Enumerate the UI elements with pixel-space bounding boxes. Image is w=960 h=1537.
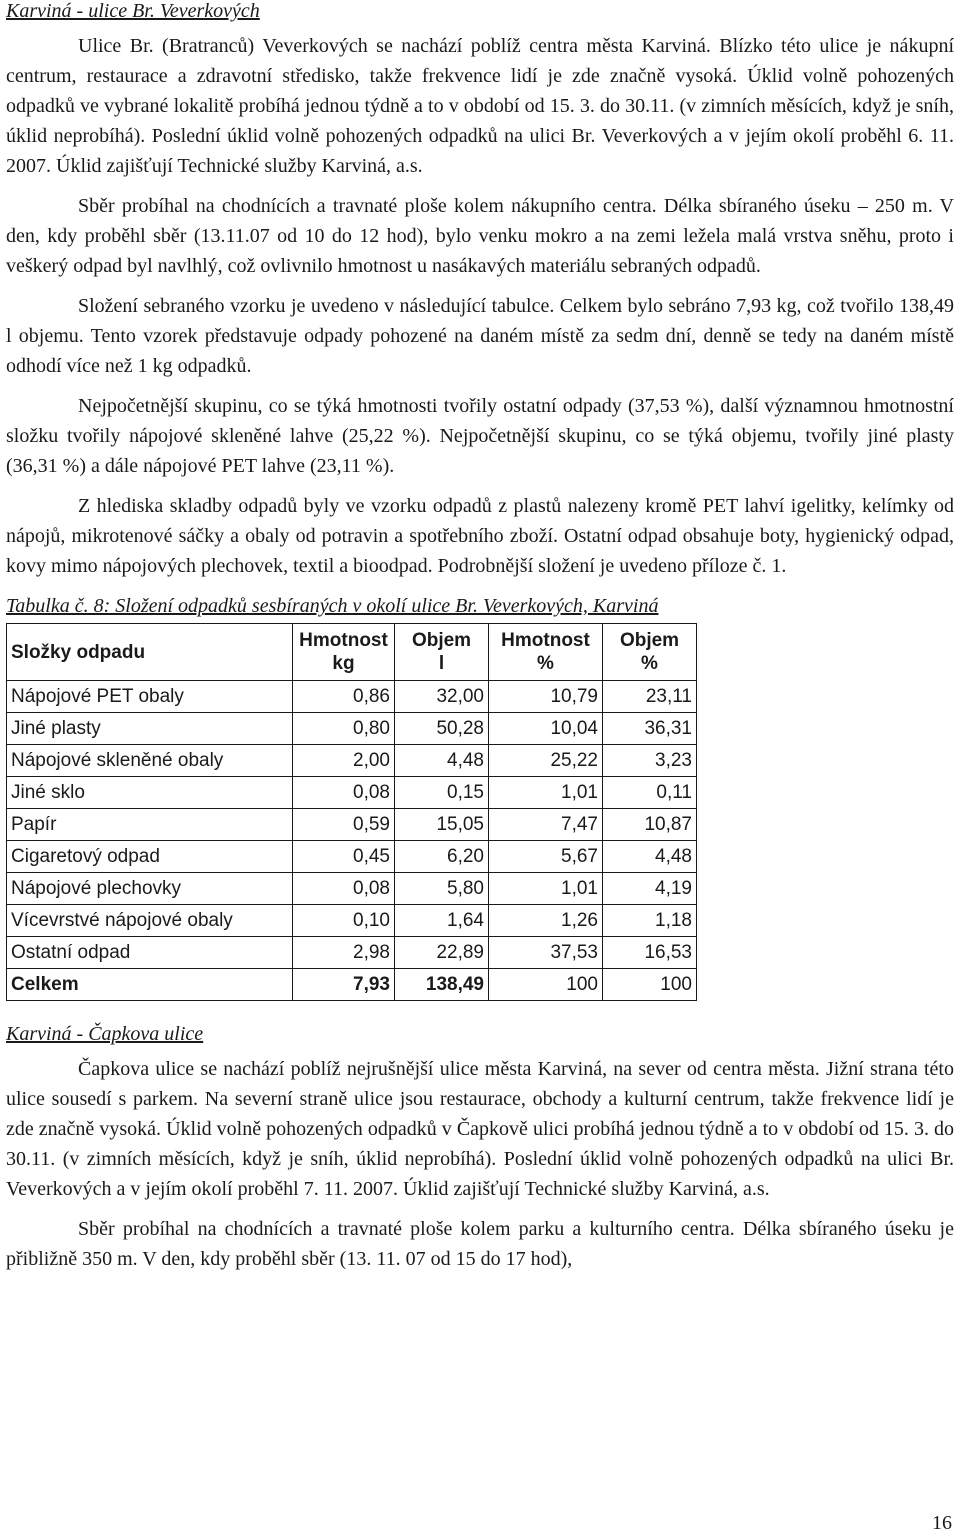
cell-volume-percent: 3,23 bbox=[603, 745, 697, 777]
cell-component: Cigaretový odpad bbox=[7, 841, 293, 873]
cell-volume-l: 4,48 bbox=[395, 745, 489, 777]
cell-volume-percent: 4,48 bbox=[603, 841, 697, 873]
cell-mass-kg: 0,59 bbox=[293, 809, 395, 841]
section-heading-capkova: Karviná - Čapkova ulice bbox=[6, 1023, 204, 1045]
table-caption: Tabulka č. 8: Složení odpadků sesbíraných v okolí ulice Br. Veverkových, Karviná bbox=[6, 595, 659, 617]
cell-mass-percent: 37,53 bbox=[489, 937, 603, 969]
cell-volume-percent: 10,87 bbox=[603, 809, 697, 841]
cell-volume-l: 6,20 bbox=[395, 841, 489, 873]
paragraph-collection: Sběr probíhal na chodnících a travnaté ploše kolem nákupního centra. Délka sbíraného úseku – 250 m. V den, kdy proběhl sběr (13.11.07 od 10 do 12 hod), bylo venku mokro a na zemi ležela malá vrstva sněhu, proto i veškerý odpad byl navlhlý, což ovlivnilo hmotnost u nasákavých materiálu sebraných odpadů. bbox=[6, 195, 954, 277]
header-volume-percent: Objem % bbox=[603, 624, 697, 681]
cell-mass-percent: 1,01 bbox=[489, 873, 603, 905]
cell-mass-percent: 1,26 bbox=[489, 905, 603, 937]
cell-volume-l: 138,49 bbox=[395, 969, 489, 1001]
cell-mass-kg: 0,08 bbox=[293, 873, 395, 905]
cell-component: Celkem bbox=[7, 969, 293, 1001]
section-heading-veverkovych: Karviná - ulice Br. Veverkových bbox=[6, 0, 260, 22]
table-row bbox=[7, 873, 697, 905]
cell-volume-l: 22,89 bbox=[395, 937, 489, 969]
cell-mass-kg: 0,08 bbox=[293, 777, 395, 809]
table-row bbox=[7, 745, 697, 777]
header-components: Složky odpadu bbox=[7, 624, 293, 681]
page-number: 16 bbox=[932, 1512, 952, 1534]
cell-component: Nápojové PET obaly bbox=[7, 681, 293, 713]
cell-component: Vícevrstvé nápojové obaly bbox=[7, 905, 293, 937]
cell-volume-percent: 1,18 bbox=[603, 905, 697, 937]
cell-volume-l: 32,00 bbox=[395, 681, 489, 713]
cell-component: Nápojové plechovky bbox=[7, 873, 293, 905]
cell-mass-percent: 7,47 bbox=[489, 809, 603, 841]
table-row bbox=[7, 809, 697, 841]
cell-mass-percent: 5,67 bbox=[489, 841, 603, 873]
table-row bbox=[7, 713, 697, 745]
cell-volume-l: 50,28 bbox=[395, 713, 489, 745]
cell-mass-kg: 0,86 bbox=[293, 681, 395, 713]
table-header-row bbox=[7, 624, 697, 681]
cell-mass-kg: 2,00 bbox=[293, 745, 395, 777]
cell-mass-kg: 2,98 bbox=[293, 937, 395, 969]
table-row bbox=[7, 681, 697, 713]
cell-volume-l: 0,15 bbox=[395, 777, 489, 809]
cell-volume-percent: 23,11 bbox=[603, 681, 697, 713]
table-row bbox=[7, 905, 697, 937]
header-mass-percent: Hmotnost % bbox=[489, 624, 603, 681]
table-row bbox=[7, 777, 697, 809]
document-page bbox=[6, 0, 954, 1274]
table-total-row bbox=[7, 969, 697, 1001]
cell-mass-percent: 10,79 bbox=[489, 681, 603, 713]
table-row bbox=[7, 841, 697, 873]
cell-mass-percent: 25,22 bbox=[489, 745, 603, 777]
cell-volume-l: 1,64 bbox=[395, 905, 489, 937]
cell-mass-kg: 0,45 bbox=[293, 841, 395, 873]
cell-mass-percent: 100 bbox=[489, 969, 603, 1001]
cell-component: Nápojové skleněné obaly bbox=[7, 745, 293, 777]
cell-volume-percent: 4,19 bbox=[603, 873, 697, 905]
paragraph-capkova-collection: Sběr probíhal na chodnících a travnaté ploše kolem parku a kulturního centra. Délka sbíraného úseku je přibližně 350 m. V den, kdy proběhl sběr (13. 11. 07 od 15 do 17 hod), bbox=[6, 1218, 954, 1270]
cell-volume-l: 5,80 bbox=[395, 873, 489, 905]
cell-volume-l: 15,05 bbox=[395, 809, 489, 841]
paragraph-largest-groups: Nejpočetnější skupinu, co se týká hmotnosti tvořily ostatní odpady (37,53 %), další významnou hmotnostní složku tvořily nápojové skleněné lahve (25,22 %). Nejpočetnější skupinu, co se týká objemu, tvořily jiné plasty (36,31 %) a dále nápojové PET lahve (23,11 %). bbox=[6, 395, 954, 477]
cell-component: Ostatní odpad bbox=[7, 937, 293, 969]
paragraph-structure: Z hlediska skladby odpadů byly ve vzorku odpadů z plastů nalezeny kromě PET lahví igelitky, kelímky od nápojů, mikrotenové sáčky a obaly od potravin a spotřebního zboží. Ostatní odpad obsahuje boty, hygienický odpad, kovy mimo nápojových plechovek, textil a bioodpad. Podrobnější složení je uvedeno příloze č. 1. bbox=[6, 495, 954, 577]
cell-mass-kg: 7,93 bbox=[293, 969, 395, 1001]
cell-component: Papír bbox=[7, 809, 293, 841]
cell-volume-percent: 36,31 bbox=[603, 713, 697, 745]
table-body bbox=[7, 681, 697, 1001]
cell-mass-percent: 10,04 bbox=[489, 713, 603, 745]
cell-component: Jiné sklo bbox=[7, 777, 293, 809]
paragraph-composition: Složení sebraného vzorku je uvedeno v následující tabulce. Celkem bylo sebráno 7,93 kg, což tvořilo 138,49 l objemu. Tento vzorek představuje odpady pohozené na daném místě za sedm dní, denně se tedy na daném místě odhodí více než 1 kg odpadků. bbox=[6, 295, 954, 377]
cell-volume-percent: 16,53 bbox=[603, 937, 697, 969]
cell-mass-kg: 0,80 bbox=[293, 713, 395, 745]
header-volume-l: Objem l bbox=[395, 624, 489, 681]
table-row bbox=[7, 937, 697, 969]
paragraph-capkova-intro: Čapkova ulice se nachází poblíž nejrušnější ulice města Karviná, na sever od centra města. Jižní strana této ulice sousedí s parkem. Na severní straně ulice jsou restaurace, obchody a kulturní centrum, takže frekvence lidí je zde značně vysoká. Úklid volně pohozených odpadků v Čapkově ulici probíhá jednou týdně a to v období od 15. 3. do 30.11. (v zimních měsících, když je sníh, úklid neprobíhá). Poslední úklid volně pohozených odpadků na ulici Br. Veverkových a v jejím okolí proběhl 7. 11. 2007. Úklid zajišťují Technické služby Karviná, a.s. bbox=[6, 1058, 954, 1200]
header-mass-kg: Hmotnost kg bbox=[293, 624, 395, 681]
cell-component: Jiné plasty bbox=[7, 713, 293, 745]
cell-volume-percent: 100 bbox=[603, 969, 697, 1001]
cell-volume-percent: 0,11 bbox=[603, 777, 697, 809]
cell-mass-percent: 1,01 bbox=[489, 777, 603, 809]
paragraph-intro: Ulice Br. (Bratranců) Veverkových se nachází poblíž centra města Karviná. Blízko této ulice je nákupní centrum, restaurace a zdravotní středisko, takže frekvence lidí je zde značně vysoká. Úklid volně pohozených odpadků ve vybrané lokalitě probíhá jednou týdně a to v období od 15. 3. do 30.11. (v zimních měsících, když je sníh, úklid neprobíhá). Poslední úklid volně pohozených odpadků na ulici Br. Veverkových a v jejím okolí proběhl 6. 11. 2007. Úklid zajišťují Technické služby Karviná, a.s. bbox=[6, 35, 954, 177]
cell-mass-kg: 0,10 bbox=[293, 905, 395, 937]
waste-composition-table bbox=[6, 623, 697, 1001]
